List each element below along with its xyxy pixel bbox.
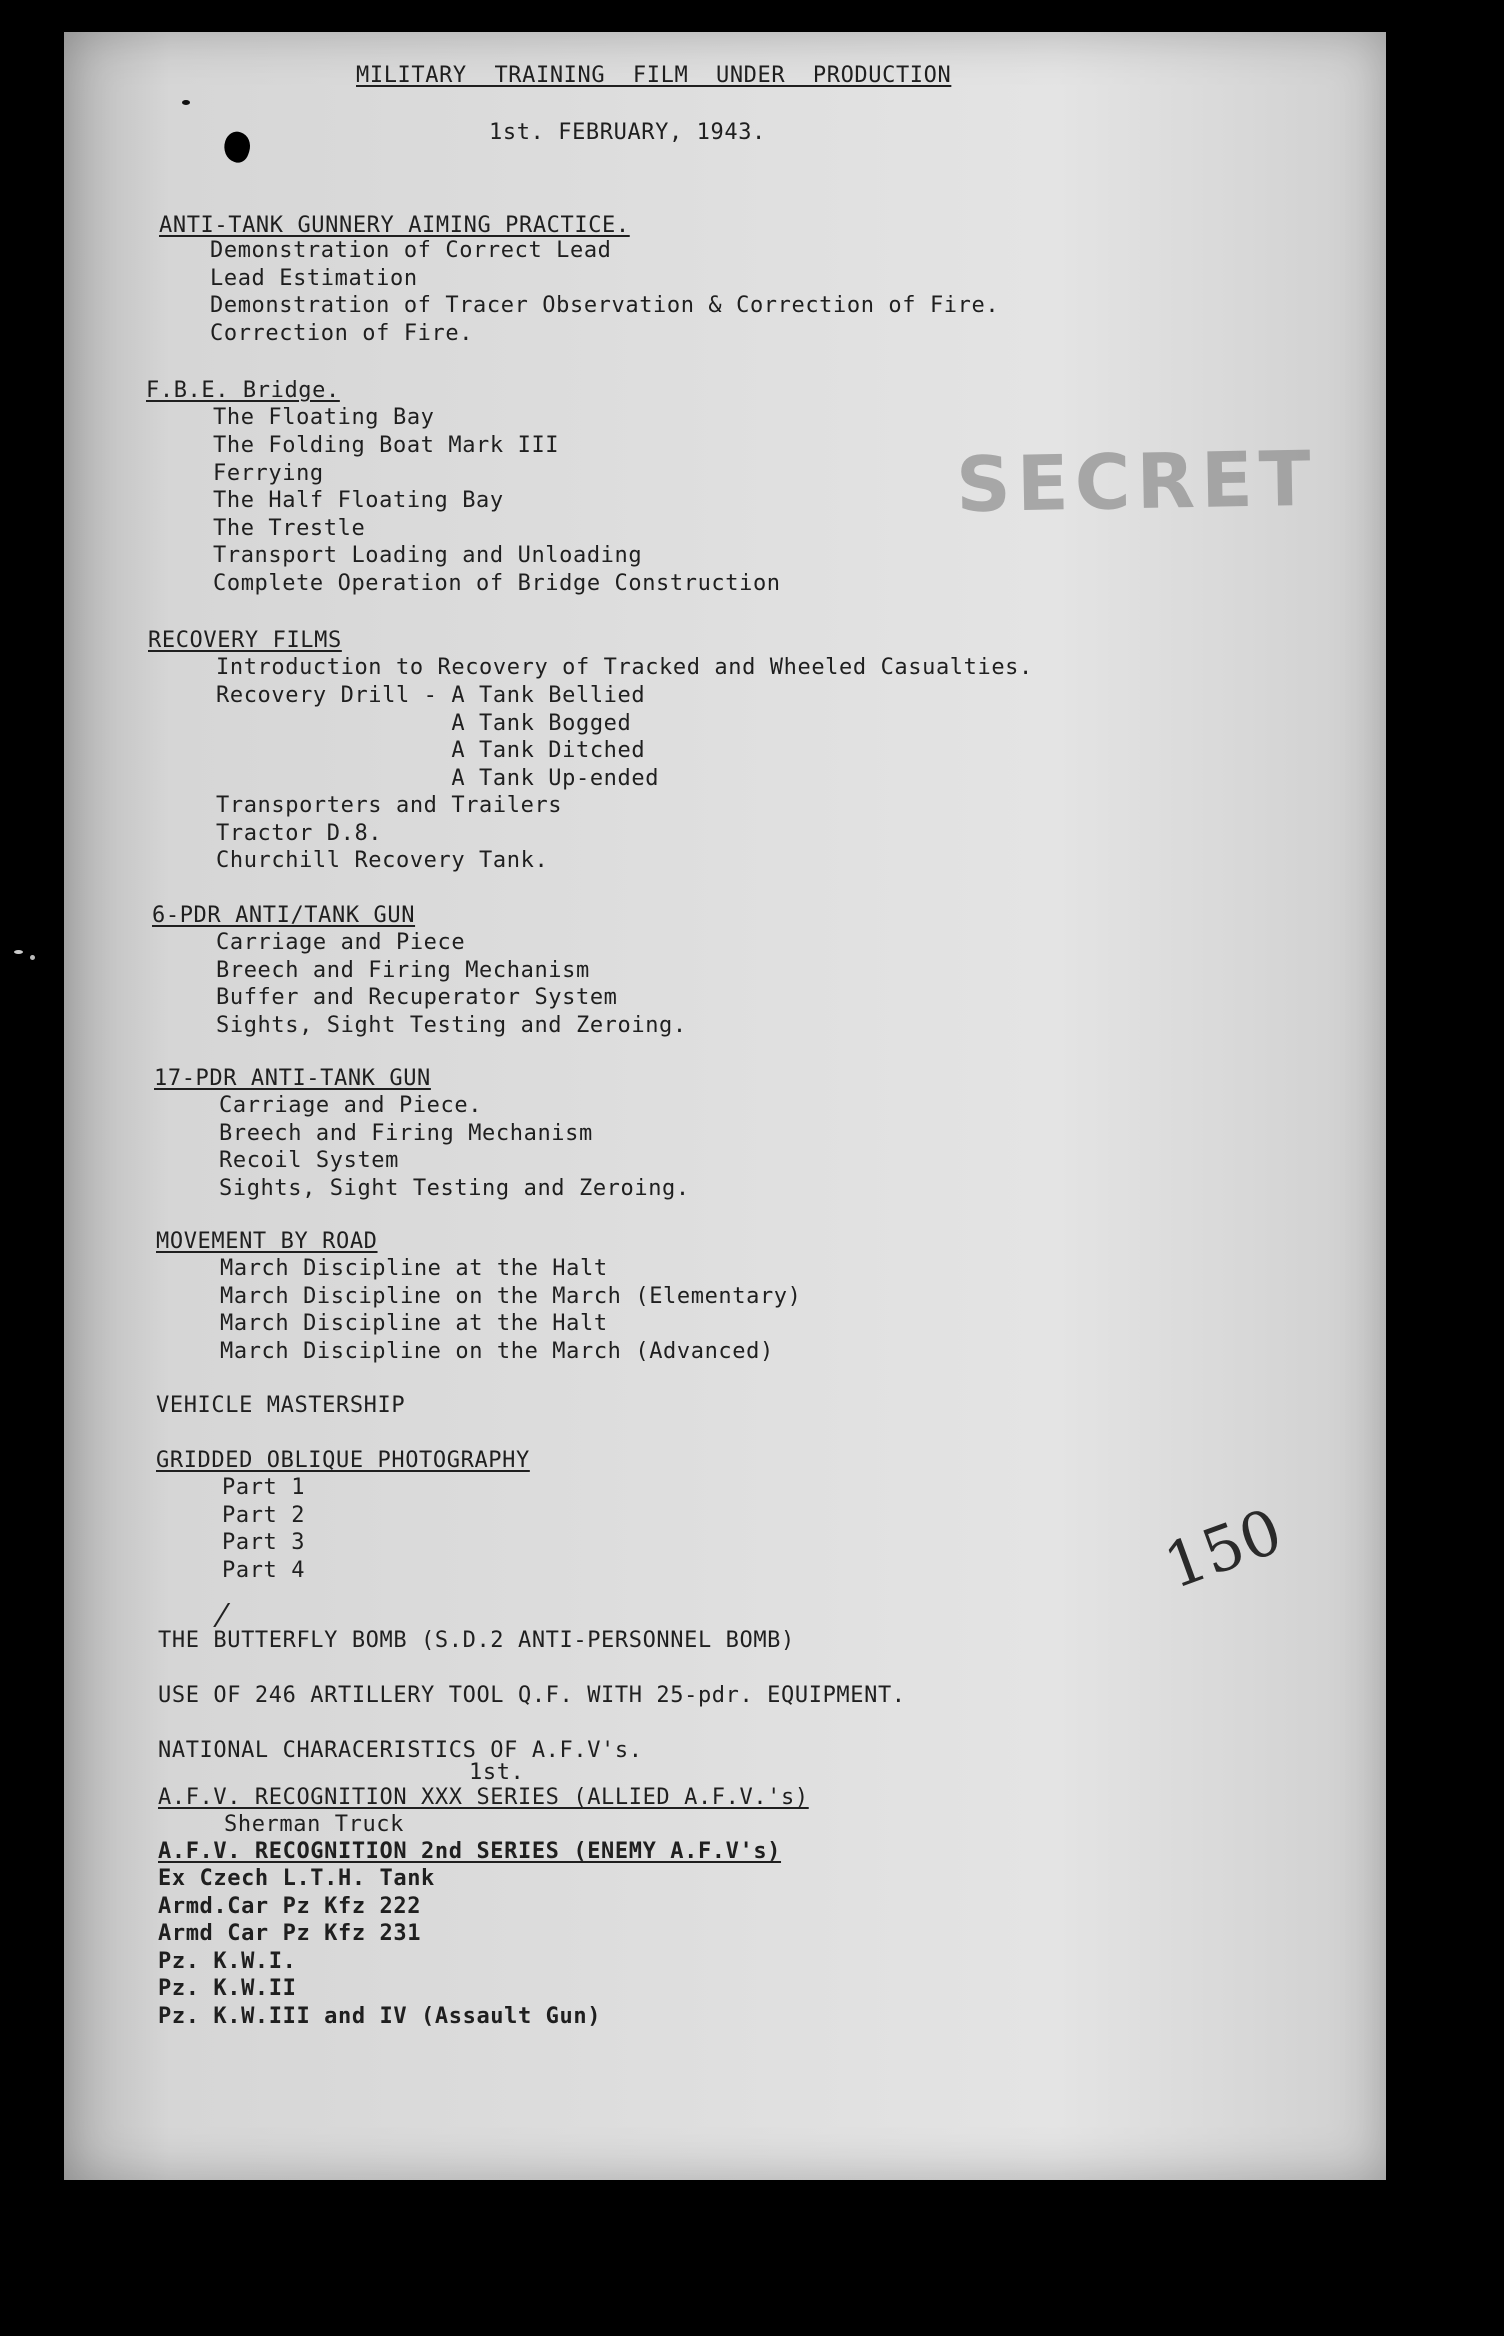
list-item: Transporters and Trailers [216, 793, 563, 818]
list-item: Part 2 [222, 1503, 306, 1528]
list-item: A Tank Ditched [216, 738, 646, 763]
afv-enemy-heading: A.F.V. RECOGNITION 2nd SERIES (ENEMY A.F.V's) [158, 1839, 782, 1864]
list-item: A Tank Bogged [216, 711, 632, 736]
list-item: Pz. K.W.I. [158, 1949, 297, 1974]
list-item: Recoil System [219, 1148, 399, 1173]
section-heading-vehicle-mastership: VEHICLE MASTERSHIP [156, 1393, 406, 1418]
secret-stamp: SECRET [955, 433, 1318, 530]
series-insert-annotation: 1st. [469, 1760, 525, 1785]
list-item: The Trestle [213, 516, 366, 541]
list-item: Transport Loading and Unloading [213, 543, 643, 568]
list-item: March Discipline at the Halt [220, 1256, 608, 1281]
list-item: Ferrying [213, 461, 324, 486]
section-heading-fbe-bridge: F.B.E. Bridge. [146, 378, 340, 403]
list-item: Pz. K.W.II [158, 1976, 297, 2001]
list-item: Breech and Firing Mechanism [219, 1121, 593, 1146]
list-item: Ex Czech L.T.H. Tank [158, 1866, 435, 1891]
list-item: Part 3 [222, 1530, 306, 1555]
list-item: Sherman Truck [224, 1812, 404, 1837]
list-item: March Discipline on the March (Elementary) [220, 1284, 802, 1309]
list-item: The Half Floating Bay [213, 488, 504, 513]
list-item: Breech and Firing Mechanism [216, 958, 590, 983]
list-item: Buffer and Recuperator System [216, 985, 618, 1010]
document-date: 1st. FEBRUARY, 1943. [489, 120, 766, 145]
document-page [64, 32, 1386, 2180]
national-characteristics-line: NATIONAL CHARACERISTICS OF A.F.V's. [158, 1738, 643, 1763]
list-item: A Tank Up-ended [216, 766, 660, 791]
butterfly-bomb-line: THE BUTTERFLY BOMB (S.D.2 ANTI-PERSONNEL BOMB) [158, 1628, 795, 1653]
section-heading-17-pdr-gun: 17-PDR ANTI-TANK GUN [154, 1066, 431, 1091]
film-speck [14, 950, 23, 954]
section-heading-gridded-oblique-photography: GRIDDED OBLIQUE PHOTOGRAPHY [156, 1448, 530, 1473]
section-heading-recovery-films: RECOVERY FILMS [148, 628, 342, 653]
ink-blot [220, 129, 254, 166]
list-item: Demonstration of Correct Lead [210, 238, 612, 263]
list-item: March Discipline at the Halt [220, 1311, 608, 1336]
list-item: Armd.Car Pz Kfz 222 [158, 1894, 422, 1919]
list-item: Part 4 [222, 1558, 306, 1583]
list-item: Lead Estimation [210, 266, 418, 291]
list-item: Carriage and Piece [216, 930, 466, 955]
section-heading-anti-tank-gunnery: ANTI-TANK GUNNERY AIMING PRACTICE. [159, 213, 630, 238]
list-item: The Folding Boat Mark III [213, 433, 560, 458]
list-item: Sights, Sight Testing and Zeroing. [219, 1176, 690, 1201]
list-item: Carriage and Piece. [219, 1093, 483, 1118]
list-item: Complete Operation of Bridge Construction [213, 571, 781, 596]
list-item: Demonstration of Tracer Observation & Correction of Fire. [210, 293, 1000, 318]
list-item: Part 1 [222, 1475, 306, 1500]
list-item: March Discipline on the March (Advanced) [220, 1339, 774, 1364]
list-item: Pz. K.W.III and IV (Assault Gun) [158, 2004, 602, 2029]
list-item: Correction of Fire. [210, 321, 474, 346]
section-heading-movement-by-road: MOVEMENT BY ROAD [156, 1229, 378, 1254]
list-item: Tractor D.8. [216, 821, 383, 846]
ink-speck [182, 100, 190, 105]
list-item: Sights, Sight Testing and Zeroing. [216, 1013, 687, 1038]
film-speck [30, 955, 35, 960]
list-item: Recovery Drill - A Tank Bellied [216, 683, 646, 708]
list-item: Armd Car Pz Kfz 231 [158, 1921, 422, 1946]
list-item: Churchill Recovery Tank. [216, 848, 549, 873]
handwritten-tick-mark: ⁄ [219, 1597, 225, 1635]
afv-allied-heading: A.F.V. RECOGNITION XXX SERIES (ALLIED A.F.V.'s) [158, 1785, 809, 1810]
list-item: The Floating Bay [213, 405, 435, 430]
artillery-tool-line: USE OF 246 ARTILLERY TOOL Q.F. WITH 25-pdr. EQUIPMENT. [158, 1683, 906, 1708]
handwritten-page-number: 150 [1155, 1493, 1292, 1604]
list-item: Introduction to Recovery of Tracked and Wheeled Casualties. [216, 655, 1033, 680]
document-title: MILITARY TRAINING FILM UNDER PRODUCTION [356, 63, 952, 88]
section-heading-6-pdr-gun: 6-PDR ANTI/TANK GUN [152, 903, 416, 928]
